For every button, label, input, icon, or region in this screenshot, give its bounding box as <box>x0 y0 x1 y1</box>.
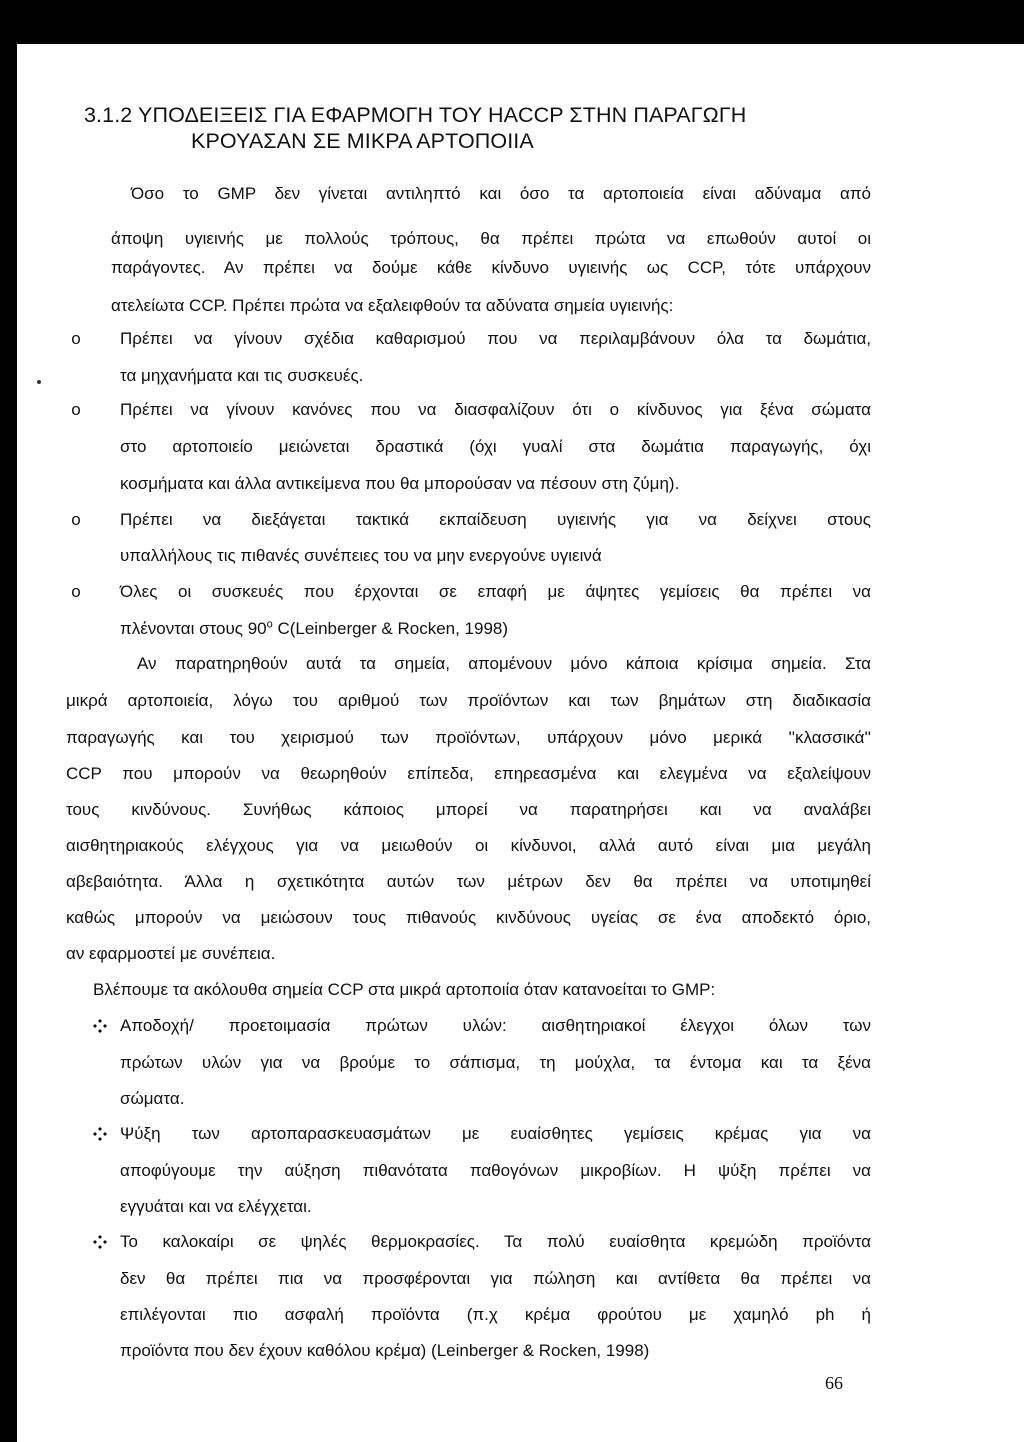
degree-superscript: o <box>266 618 273 631</box>
citation-text: C(Leinberger & Rocken, 1998) <box>272 619 509 638</box>
ccp-point-line: Αποδοχή/ προετοιμασία πρώτων υλών: αισθητηριακοί έλεγχοι όλων των <box>120 1016 871 1035</box>
intro-line: παράγοντες. Αν πρέπει να δούμε κάθε κίνδυνο υγιεινής ως CCP, τότε υπάρχουν <box>111 258 871 277</box>
bullet-marker: o <box>71 582 81 601</box>
section-heading <box>84 102 984 154</box>
four-diamond-bullet-icon <box>92 1234 108 1250</box>
ccp-intro-line: Βλέπουμε τα ακόλουθα σημεία CCP στα μικρά αρτοποιία όταν κατανοείται το GMP: <box>93 980 716 999</box>
bullet-line: Όλες οι συσκευές που έρχονται σε επαφή με άψητες γεμίσεις θα πρέπει να <box>120 582 871 601</box>
page-number: 66 <box>825 1373 843 1393</box>
stray-dot-mark <box>37 380 41 384</box>
bullet-line: στο αρτοποιείο μειώνεται δραστικά (όχι γυαλί στα δωμάτια παραγωγής, όχι <box>120 437 871 456</box>
document-page <box>17 44 1024 1442</box>
bullet-line: τα μηχανήματα και τις συσκευές. <box>120 366 364 385</box>
intro-line: άποψη υγιεινής με πολλούς τρόπους, θα πρέπει πρώτα να επωθούν αυτοί οι <box>111 229 871 248</box>
bullet-line: Πρέπει να γίνουν κανόνες που να διασφαλίζουν ότι ο κίνδυνος για ξένα σώματα <box>120 400 871 419</box>
main-paragraph-line: Αν παρατηρηθούν αυτά τα σημεία, απομένουν μόνο κάποια κρίσιμα σημεία. Στα <box>137 654 871 673</box>
heading-line-2: ΚΡΟΥΑΣΑΝ ΣΕ ΜΙΚΡΑ ΑΡΤΟΠΟΙΙΑ <box>191 129 534 153</box>
main-paragraph-line: αν εφαρμοστεί με συνέπεια. <box>66 944 276 963</box>
ccp-point-line: Ψύξη των αρτοπαρασκευασμάτων με ευαίσθητες γεμίσεις κρέμας για να <box>120 1124 871 1143</box>
bullet-line: Πρέπει να διεξάγεται τακτικά εκπαίδευση υγιεινής για να δείχνει στους <box>120 510 871 529</box>
ccp-point-line: πρώτων υλών για να βρούμε το σάπισμα, τη μούχλα, τα έντομα και τα ξένα <box>120 1053 871 1072</box>
bullet-marker: o <box>71 329 81 348</box>
intro-line: ατελείωτα CCP. Πρέπει πρώτα να εξαλειφθούν τα αδύνατα σημεία υγιεινής: <box>111 296 674 315</box>
main-paragraph-line: καθώς μπορούν να μειώσουν τους πιθανούς κινδύνους υγείας σε ένα αποδεκτό όριο, <box>66 908 871 927</box>
intro-line: Όσο το GMP δεν γίνεται αντιληπτό και όσο τα αρτοποιεία είναι αδύναμα από <box>131 184 871 203</box>
four-diamond-bullet-icon <box>92 1018 108 1034</box>
main-paragraph-line: αισθητηριακούς ελέγχους για να μειωθούν οι κίνδυνοι, αλλά αυτό είναι μια μεγάλη <box>66 836 871 855</box>
bullet-marker: o <box>71 400 81 419</box>
ccp-point-line: αποφύγουμε την αύξηση πιθανότατα παθογόνων μικροβίων. Η ψύξη πρέπει να <box>120 1161 871 1180</box>
temperature-text: πλένονται στους 90 <box>120 619 267 638</box>
ccp-point-line: Το καλοκαίρι σε ψηλές θερμοκρασίες. Τα πολύ ευαίσθητα κρεμώδη προϊόντα <box>120 1232 871 1251</box>
four-diamond-bullet-icon <box>92 1126 108 1142</box>
main-paragraph-line: αβεβαιότητα. Άλλα η σχετικότητα αυτών των μέτρων δεν θα πρέπει να υποτιμηθεί <box>66 872 871 891</box>
bullet-line: Πρέπει να γίνουν σχέδια καθαρισμού που να περιλαμβάνουν όλα τα δωμάτια, <box>120 329 871 348</box>
main-paragraph-line: μικρά αρτοποιεία, λόγω του αριθμού των προϊόντων και των βημάτων στη διαδικασία <box>66 691 871 710</box>
ccp-point-line: προϊόντα που δεν έχουν καθόλου κρέμα) (Leinberger & Rocken, 1998) <box>120 1341 650 1360</box>
main-paragraph-line: παραγωγής και του χειρισμού των προϊόντων, υπάρχουν μόνο μερικά ''κλασσικά'' <box>66 728 871 747</box>
bullet-line: υπαλλήλους τις πιθανές συνέπειες του να μην ενεργούνε υγιεινά <box>120 546 602 565</box>
ccp-point-line: σώματα. <box>120 1089 185 1108</box>
heading-line-1: 3.1.2 ΥΠΟΔΕΙΞΕΙΣ ΓΙΑ ΕΦΑΡΜΟΓΗ ΤΟΥ HACCP ΣΤΗΝ ΠΑΡΑΓΩΓΗ <box>84 103 747 127</box>
bullet-marker: o <box>71 510 81 529</box>
bullet-line: κοσμήματα και άλλα αντικείμενα που θα μπορούσαν να πέσουν στη ζύμη). <box>120 474 680 493</box>
main-paragraph-line: CCP που μπορούν να θεωρηθούν επίπεδα, επηρεασμένα και ελεγμένα να εξαλείψουν <box>66 764 871 783</box>
ccp-point-line: εγγυάται και να ελέγχεται. <box>120 1197 312 1216</box>
ccp-point-line: επιλέγονται πιο ασφαλή προϊόντα (π.χ κρέμα φρούτου με χαμηλό ph ή <box>120 1305 871 1324</box>
bullet-line-last <box>120 619 880 639</box>
main-paragraph-line: τους κινδύνους. Συνήθως κάποιος μπορεί να παρατηρήσει και να αναλάβει <box>66 800 871 819</box>
ccp-point-line: δεν θα πρέπει πια να προσφέρονται για πώληση και αντίθετα θα πρέπει να <box>120 1269 871 1288</box>
